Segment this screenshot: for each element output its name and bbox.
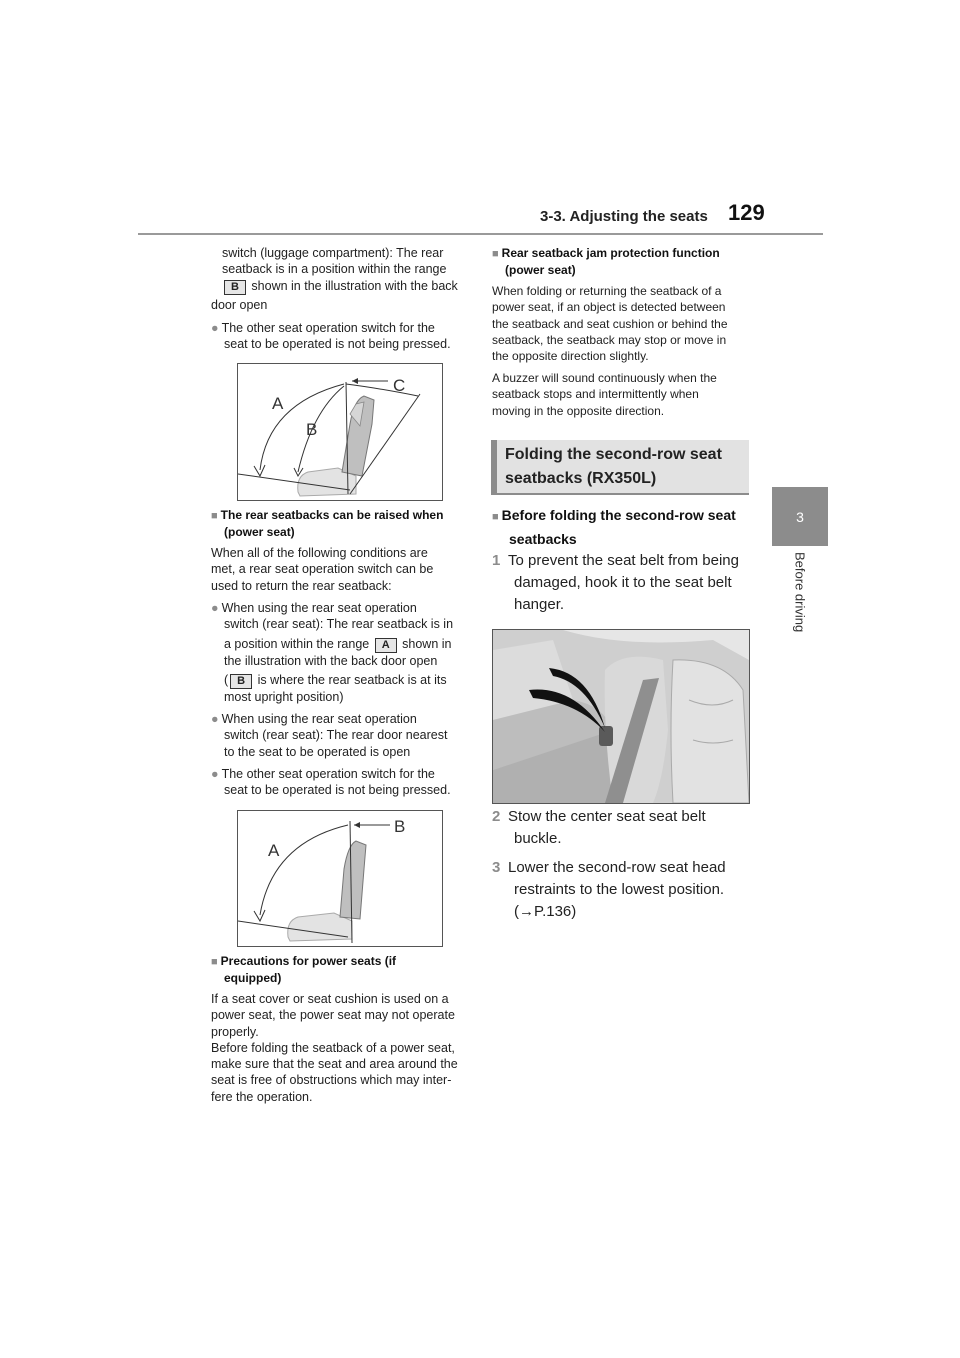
text-fragment: a position within the range bbox=[224, 636, 373, 651]
paragraph-buzzer bbox=[492, 370, 754, 419]
text-line: fere the operation. bbox=[211, 1089, 313, 1104]
label-badge-a: A bbox=[375, 638, 397, 653]
text-line: buckle. bbox=[514, 830, 562, 847]
text-line: When folding or returning the seatback of a bbox=[492, 284, 722, 298]
text-fragment: Rear seatback jam protection function bbox=[501, 246, 720, 260]
text-fragment: The other seat operation switch for the bbox=[221, 767, 435, 781]
heading-jam-protection bbox=[492, 245, 754, 278]
text-line: seat to be operated is not being pressed. bbox=[224, 783, 451, 798]
text-line: make sure that the seat and area around the bbox=[211, 1057, 458, 1072]
chapter-tab bbox=[772, 487, 828, 546]
text-line: the opposite direction slightly. bbox=[492, 349, 649, 364]
text-fragment: The rear seatbacks can be raised when bbox=[220, 508, 444, 522]
paragraph-precautions bbox=[211, 991, 473, 1105]
text-line: seat to be operated is not being pressed. bbox=[224, 337, 451, 352]
header-section-title: 3-3. Adjusting the seats bbox=[540, 208, 708, 225]
text-line: A buzzer will sound continuously when the bbox=[492, 371, 717, 385]
text-fragment: Stow the center seat seat belt bbox=[508, 808, 706, 825]
text-line: switch (rear seat): The rear door nearest bbox=[224, 728, 448, 743]
text-line: seatback is in a position within the range bbox=[222, 262, 447, 277]
header-divider bbox=[138, 233, 823, 235]
text-fragment: is where the rear seatback is at its bbox=[254, 672, 447, 687]
text-line: most upright position) bbox=[224, 689, 344, 704]
chapter-label-wrap bbox=[772, 552, 828, 652]
heading-rear-seatbacks-raised bbox=[211, 507, 473, 540]
text-line: equipped) bbox=[224, 971, 282, 985]
text-line: switch (rear seat): The rear seatback is in bbox=[224, 617, 454, 632]
page-reference-link[interactable]: (→P.136) bbox=[514, 903, 577, 920]
text-line: the illustration with the back door open bbox=[224, 653, 438, 668]
square-bullet-icon: ■ bbox=[492, 511, 499, 523]
page-number: 129 bbox=[728, 200, 765, 225]
section-title-line: seatbacks (RX350L) bbox=[505, 470, 657, 487]
subheading-before-folding bbox=[492, 504, 754, 550]
step-number: 1 bbox=[492, 552, 501, 569]
bullet-item bbox=[211, 320, 473, 353]
text-line bbox=[211, 636, 473, 653]
text-line bbox=[211, 672, 473, 689]
square-bullet-icon: ■ bbox=[492, 248, 499, 260]
step-number: 3 bbox=[492, 859, 501, 876]
square-bullet-icon: ■ bbox=[211, 510, 218, 522]
paragraph-jam-protection bbox=[492, 283, 754, 364]
text-line: When all of the following conditions are bbox=[211, 546, 428, 560]
text-line: moving in the opposite direction. bbox=[492, 403, 665, 418]
label-badge-b: B bbox=[224, 280, 246, 295]
text-line: seatback stops and intermittently when bbox=[492, 387, 699, 402]
text-line: hanger. bbox=[514, 596, 565, 613]
bullet-icon: ● bbox=[211, 712, 219, 726]
text-fragment: The other seat operation switch for the bbox=[221, 321, 435, 335]
text-fragment: When using the rear seat operation bbox=[221, 712, 417, 726]
bullet-icon: ● bbox=[211, 321, 219, 335]
label-badge-b: B bbox=[230, 674, 252, 689]
paragraph-luggage-switch bbox=[222, 245, 472, 295]
bullet-item bbox=[211, 711, 473, 760]
figure-label-b: B bbox=[306, 420, 318, 439]
seat-diagram-1 bbox=[238, 364, 442, 500]
seat-belt-hanger-illustration bbox=[492, 629, 750, 804]
text-line: to the seat to be operated is open bbox=[224, 744, 411, 759]
bullet-icon: ● bbox=[211, 767, 219, 781]
seatback-range-illustration-1 bbox=[237, 363, 443, 501]
text-line: seatback, the seatback may stop or move in bbox=[492, 332, 727, 347]
text-fragment: shown in the illustration with the back bbox=[247, 278, 458, 293]
seatback-range-illustration-2 bbox=[237, 810, 443, 947]
text-line: seatbacks bbox=[509, 531, 577, 547]
text-fragment: ( bbox=[224, 672, 229, 687]
text-line: power seat, the power seat may not operate bbox=[211, 1008, 455, 1023]
text-line: met, a rear seat operation switch can be bbox=[211, 562, 434, 577]
text-fragment: Before folding the second-row seat bbox=[501, 507, 736, 523]
text-line: (power seat) bbox=[505, 263, 576, 277]
square-bullet-icon: ■ bbox=[211, 956, 218, 968]
text-line: If a seat cover or seat cushion is used on a bbox=[211, 992, 449, 1006]
text-fragment: To prevent the seat belt from being bbox=[508, 552, 739, 569]
text-line: (power seat) bbox=[224, 525, 295, 539]
bullet-item bbox=[211, 766, 473, 799]
text-line: seat is free of obstructions which may inter- bbox=[211, 1073, 452, 1088]
text-fragment: Precautions for power seats (if bbox=[220, 954, 397, 968]
figure-label-c: C bbox=[393, 376, 406, 395]
step-3 bbox=[492, 857, 754, 923]
bullet-icon: ● bbox=[211, 601, 219, 615]
text-line: door open bbox=[211, 298, 268, 312]
figure-label-b: B bbox=[394, 817, 406, 836]
bullet-item bbox=[211, 600, 473, 705]
text-line bbox=[222, 278, 472, 295]
step-1 bbox=[492, 550, 754, 616]
step-number: 2 bbox=[492, 808, 501, 825]
chapter-number: 3 bbox=[796, 508, 804, 525]
chapter-label: Before driving bbox=[792, 552, 808, 633]
seat-diagram-2 bbox=[238, 811, 442, 946]
text-fragment: shown in bbox=[398, 636, 452, 651]
seat-belt-photo bbox=[493, 630, 749, 803]
section-header-folding-second-row bbox=[491, 440, 749, 495]
text-line: used to return the rear seatback: bbox=[211, 578, 392, 593]
text-line: Before folding the seatback of a power seat, bbox=[211, 1040, 455, 1055]
paragraph-conditions bbox=[211, 545, 473, 594]
text-line: damaged, hook it to the seat belt bbox=[514, 574, 732, 591]
text-fragment: When using the rear seat operation bbox=[221, 601, 417, 615]
section-title-line: Folding the second-row seat bbox=[505, 446, 722, 463]
text-line: properly. bbox=[211, 1024, 259, 1039]
figure-label-a: A bbox=[272, 394, 284, 413]
heading-precautions-power-seats bbox=[211, 953, 473, 986]
text-line: switch (luggage compartment): The rear bbox=[222, 246, 444, 260]
step-2 bbox=[492, 806, 754, 850]
text-fragment: Lower the second-row seat head bbox=[508, 859, 726, 876]
text-line: the seatback and seat cushion or behind the bbox=[492, 316, 728, 331]
text-line: restraints to the lowest position. bbox=[514, 881, 725, 898]
text-line: power seat, if an object is detected between bbox=[492, 300, 726, 315]
figure-label-a: A bbox=[268, 841, 280, 860]
